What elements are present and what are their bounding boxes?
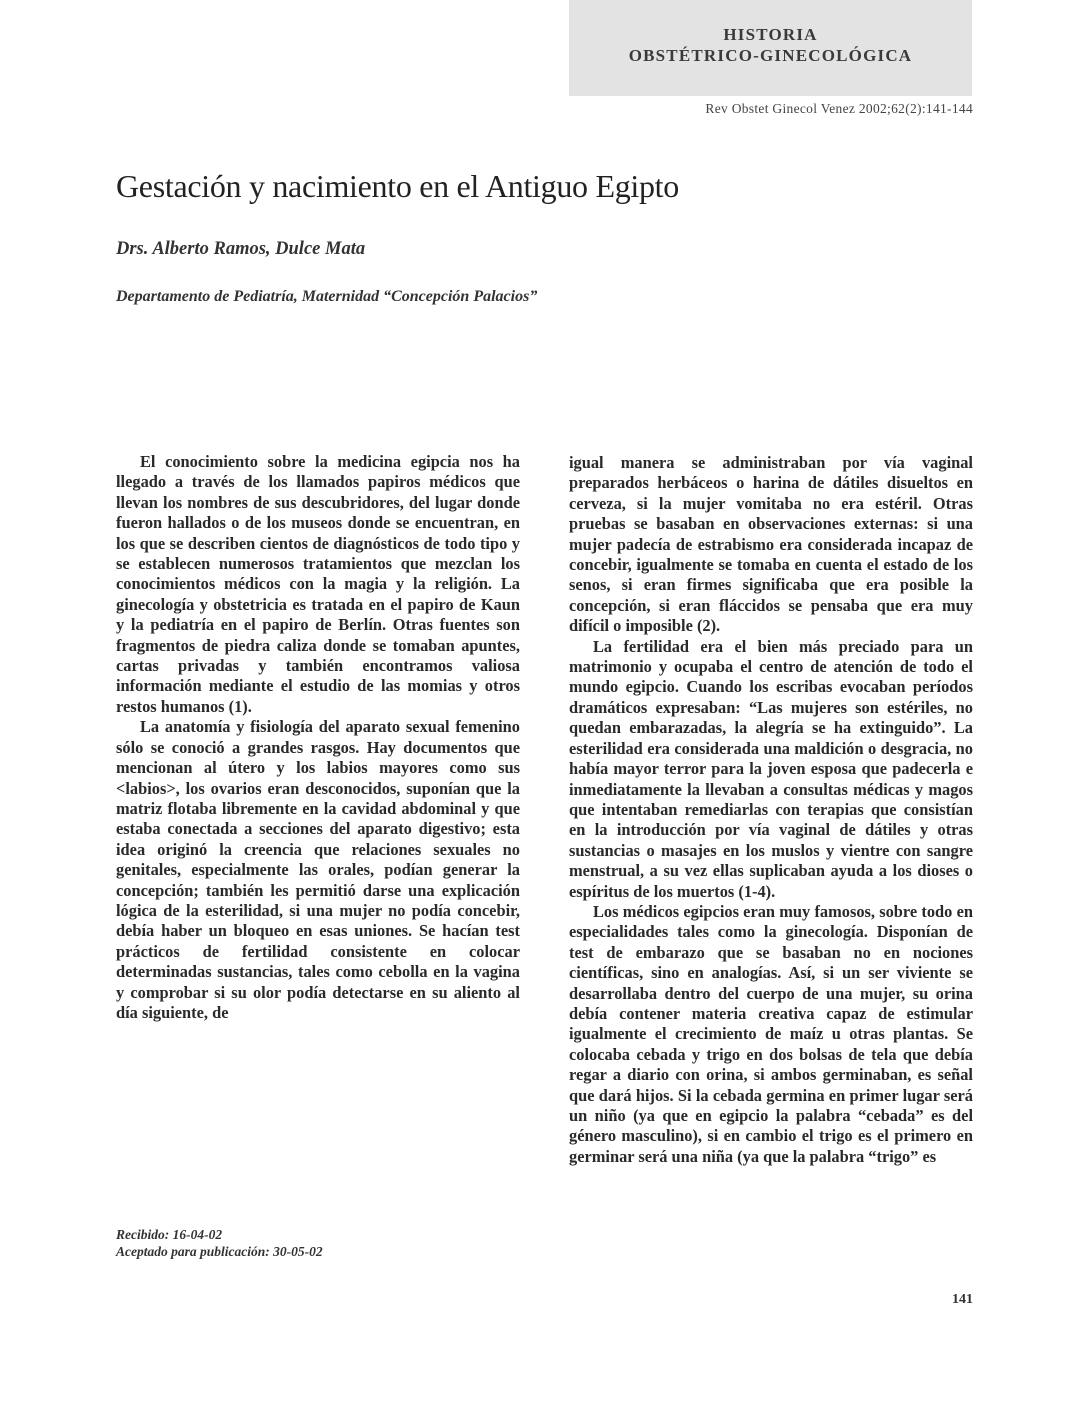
- article-title: Gestación y nacimiento en el Antiguo Egipto: [116, 168, 679, 204]
- article-affiliation: Departamento de Pediatría, Maternidad “Concepción Palacios”: [116, 288, 538, 305]
- article-authors: Drs. Alberto Ramos, Dulce Mata: [116, 239, 366, 259]
- body-paragraph: La anatomía y fisiología del aparato sexual femenino sólo se conoció a grandes rasgos. Hay documentos que mencionan al útero y los labios mayores como sus <labios>, los ovarios eran desconocidos, suponían que la matriz flotaba libremente en la cavidad abdominal y que estaba conectada a secciones del aparato digestivo; esta idea originó la creencia que relaciones sexuales no genitales, especialmente las orales, podían generar la concepción; también les permitió darse una explicación lógica de la esterilidad, si una mujer no podía concebir, debía haber un bloqueo en esas uniones. Se hacían test prácticos de fertilidad consistente en colocar determinadas sustancias, tales como cebolla en la vagina y comprobar si su olor podía detectarse en su aliento al día siguiente, de: [116, 717, 520, 1022]
- journal-citation: Rev Obstet Ginecol Venez 2002;62(2):141-144: [705, 101, 973, 116]
- body-paragraph: El conocimiento sobre la medicina egipcia nos ha llegado a través de los llamados papiros médicos que llevan los nombres de sus descubridores, del lugar donde fueron hallados o de los museos donde se encuentran, en los que se describen cientos de diagnósticos de todo tipo y se establecen numerosos tratamientos que mezclan los conocimientos médicos con la magia y la religión. La ginecología y obstetricia es tratada en el papiro de Kaun y la pediatría en el papiro de Berlín. Otras fuentes son fragmentos de piedra caliza donde se tomaban apuntes, cartas privadas y también encontramos valiosa información mediante el estudio de las momias y otros restos humanos (1).: [116, 452, 520, 716]
- accepted-date: Aceptado para publicación: 30-05-02: [116, 1244, 323, 1259]
- body-paragraph: La fertilidad era el bien más preciado para un matrimonio y ocupaba el centro de atención de todo el mundo egipcio. Cuando los escribas evocaban períodos dramáticos expresaban: “Las mujeres son estériles, no quedan embarazadas, la alegría se ha extinguido”. La esterilidad era considerada una maldición o desgracia, no había mayor terror para la joven esposa que padecerla e inmediatamente la llevaban a consultas médicas y magos que intentaban remediarlas con terapias que consistían en la introducción por vía vaginal de dátiles y otras sustancias o masajes en los muslos y vientre con sangre menstrual, a su vez ellas suplicaban ayuda a los dioses o espíritus de los muertos (1-4).: [569, 636, 973, 901]
- body-paragraph: Los médicos egipcios eran muy famosos, sobre todo en especialidades tales como la ginecología. Disponían de test de embarazo que se basaban no en nociones científicas, sino en analogías. Así, si un ser viviente se desarrollaba dentro del cuerpo de una mujer, su orina debía contener materia creativa capaz de estimular igualmente el crecimiento de maíz u otras plantas. Se colocaba cebada y trigo en dos bolsas de tela que debía regar a diario con orina, si ambos germinaban, es señal que dará hijos. Si la cebada germina en primer lugar será un niño (ya que en egipcio la palabra “cebada” es del género masculino), si en cambio el trigo es el primero en germinar será una niña (ya que la palabra “trigo” es: [569, 901, 973, 1166]
- received-date: Recibido: 16-04-02: [116, 1227, 223, 1242]
- section-title-line1: HISTORIA: [723, 25, 818, 44]
- section-title-line2: OBSTÉTRICO-GINECOLÓGICA: [628, 46, 913, 65]
- body-paragraph-continuation: igual manera se administraban por vía vaginal preparados herbáceos o harina de dátiles disueltos en cerveza, si la mujer vomitaba no era estéril. Otras pruebas se basaban en observaciones externas: si una mujer padecía de estrabismo era considerada incapaz de concebir, igualmente se tomaba en cuenta el estado de los senos, si eran firmes significaba que era posible la concepción, si eran fláccidos se pensaba que era muy difícil o imposible (2).: [569, 453, 973, 636]
- submission-dates: [116, 1226, 323, 1260]
- body-column-left: [116, 452, 520, 1023]
- page-number: 141: [952, 1292, 973, 1307]
- body-column-right: [569, 453, 973, 1167]
- section-header-box: [569, 0, 972, 96]
